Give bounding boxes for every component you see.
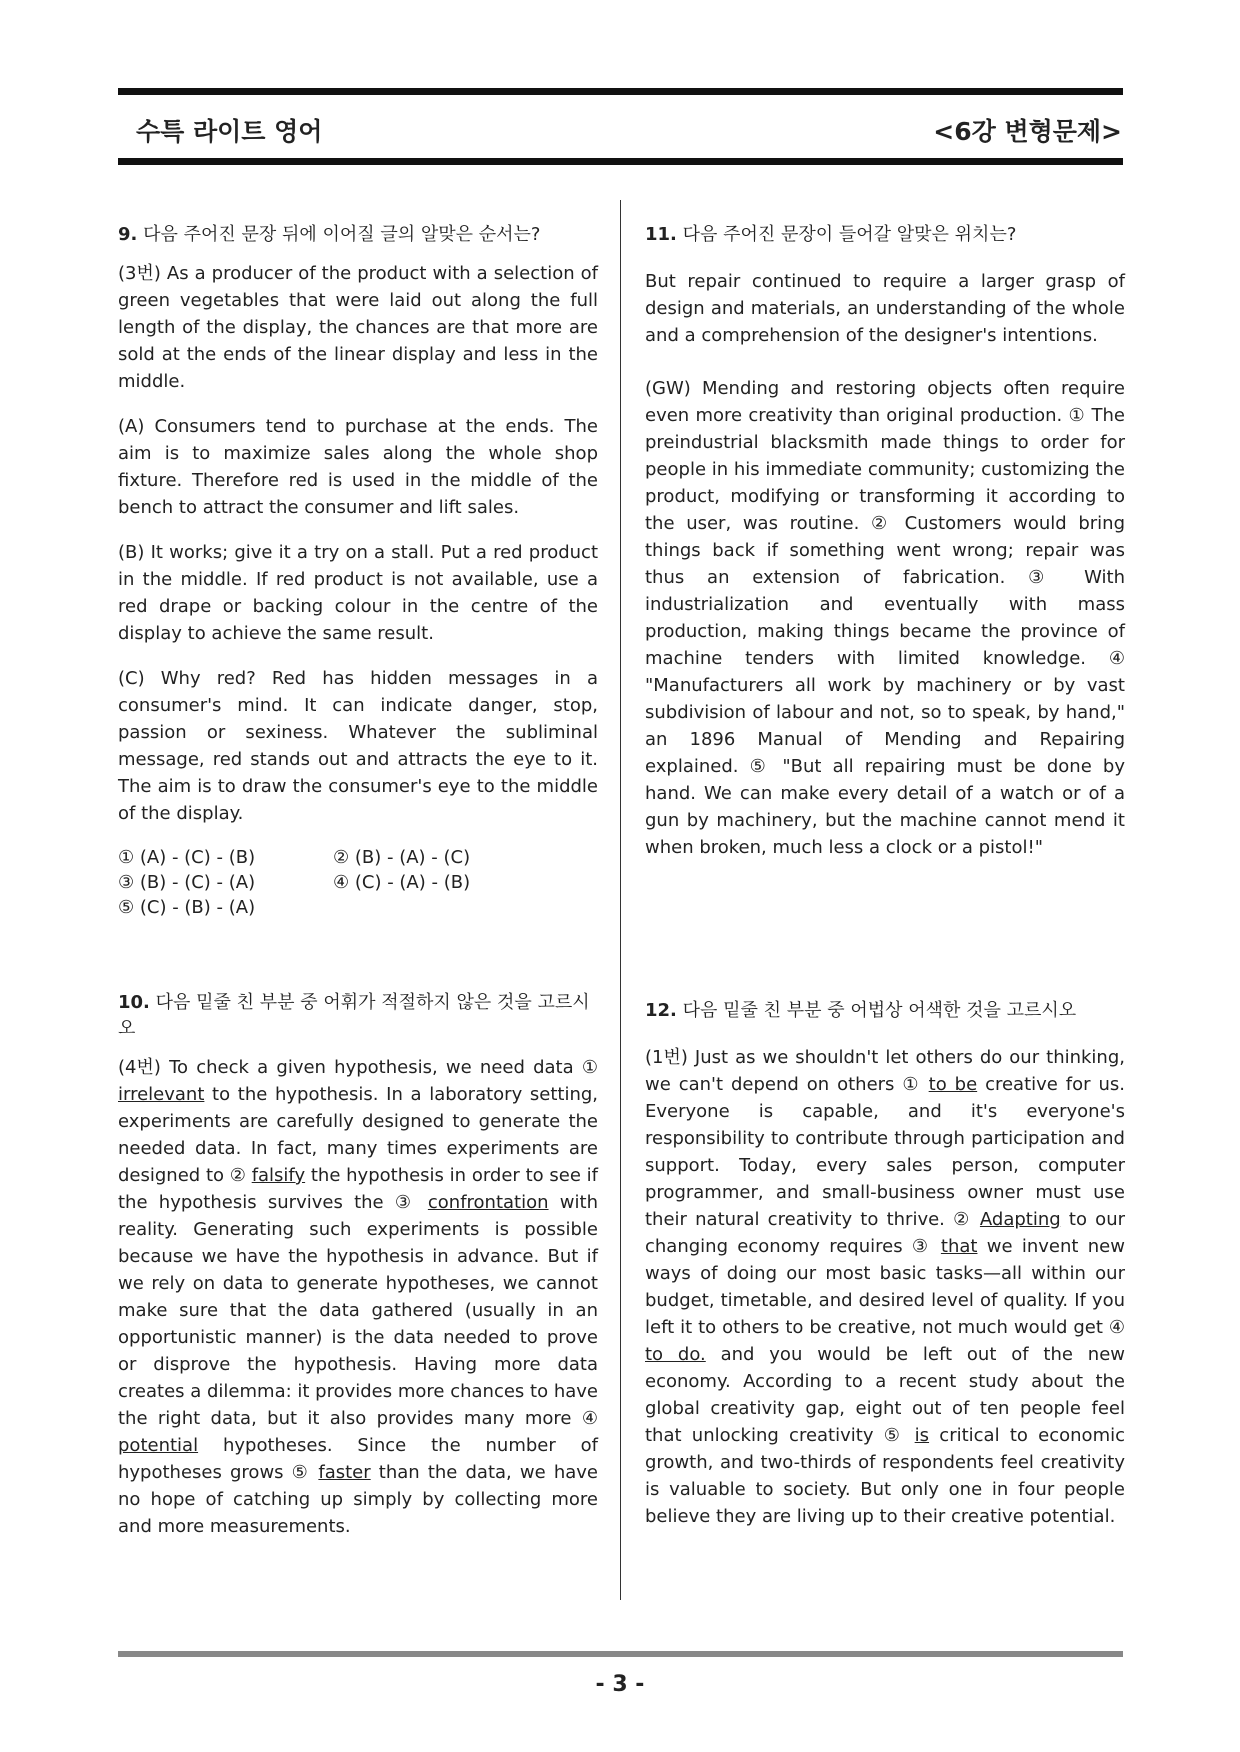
question-11-given: But repair continued to require a larger grasp of design and materials, an understanding of the whole and a comprehension of the designer's intentions.: [645, 271, 1125, 346]
choice-3: ③ (B) - (C) - (A): [118, 872, 256, 893]
choice-1: ① (A) - (C) - (B): [118, 847, 256, 868]
underlined-word: that: [940, 1236, 978, 1257]
question-9-given: (3번) As a producer of the product with a selection of green vegetables that were laid out along the full length of the display, the chances are that more are sold at the ends of the linear display and less in the middle.: [118, 263, 598, 392]
question-9-choices: [118, 845, 598, 920]
underlined-word: Adapting: [979, 1209, 1061, 1230]
underlined-word: faster: [318, 1462, 371, 1483]
footer-rule: [118, 1651, 1123, 1657]
question-9-prompt: 9. 다음 주어진 문장 뒤에 이어질 글의 알맞은 순서는?: [118, 224, 541, 245]
question-12: [645, 998, 1125, 1548]
choice-5: ⑤ (C) - (B) - (A): [118, 897, 256, 918]
question-9-paragraph-a: (A) Consumers tend to purchase at the ends. The aim is to maximize sales along the whole shop fixture. Therefore red is used in the middle of the bench to attract the consumer and lift sales.: [118, 416, 598, 518]
underlined-word: to be: [928, 1074, 978, 1095]
question-10-passage: (4번) To check a given hypothesis, we need data ① irrelevant to the hypothesis. In a laboratory setting, experiments are carefully designed to generate the needed data. In fact, many times experiments are designed to ② falsify the hypothesis in order to see if the hypothesis survives the ③ confrontation with reality. Generating such experiments is possible because we have the hypothesis in advance. But if we rely on data to generate hypotheses, we cannot make sure that the data gathered (usually in an opportunistic manner) is the data needed to prove or disprove the hypothesis. Having more data creates a dilemma: it provides more chances to have the right data, but it also provides many more ④ potential hypotheses. Since the number of hypotheses grows ⑤ faster than the data, we have no hope of catching up simply by collecting more and more measurements.: [118, 1057, 599, 1537]
column-divider: [620, 200, 621, 1600]
page-number: - 3 -: [595, 1672, 645, 1697]
underlined-word: irrelevant: [118, 1084, 205, 1105]
book-title: 수특 라이트 영어: [136, 117, 323, 146]
question-11-prompt: 11. 다음 주어진 문장이 들어갈 알맞은 위치는?: [645, 224, 1017, 245]
header-bottom-rule: [118, 158, 1123, 165]
choice-4: ④ (C) - (A) - (B): [333, 872, 471, 893]
question-12-prompt: 12. 다음 밑줄 친 부분 중 어법상 어색한 것을 고르시오: [645, 1000, 1077, 1021]
question-10-prompt: 10. 다음 밑줄 친 부분 중 어휘가 적절하지 않은 것을 고르시오: [118, 992, 590, 1039]
underlined-word: falsify: [251, 1165, 306, 1186]
header-top-rule: [118, 88, 1123, 95]
question-11-passage: (GW) Mending and restoring objects often require even more creativity than original production. ① The preindustrial blacksmith made things to order for people in his immediate community; customizing the product, modifying or transforming it according to the user, was routine. ② Customers would bring things back if something went wrong; repair was thus an extension of fabrication. ③ With industrialization and eventually with mass production, making things became the province of machine tenders with limited knowledge. ④ "Manufacturers all work by machinery or by vast subdivision of labour and not, so to speak, by hand," an 1896 Manual of Mending and Repairing explained. ⑤ "But all repairing must be done by hand. We can make every detail of a watch or of a gun by machinery, but the machine cannot mend it when broken, much less a clock or a pistol!": [645, 378, 1125, 858]
question-9: [118, 222, 598, 920]
question-12-passage: (1번) Just as we shouldn't let others do our thinking, we can't depend on others ① to be creative for us. Everyone is capable, and it's everyone's responsibility to contribute through participation and support. Today, every sales person, computer programmer, and small-business owner must use their natural creativity to thrive. ② Adapting to our changing economy requires ③ that we invent new ways of doing our most basic tasks—all within our budget, timetable, and desired level of quality. If you left it to others to be creative, not much would get ④ to do. and you would be left out of the new economy. According to a recent study about the global creativity gap, eight out of ten people feel that unlocking creativity ⑤ is critical to economic growth, and two-thirds of respondents feel creativity is valuable to society. But only one in four people believe they are living up to their creative potential.: [645, 1047, 1125, 1527]
question-9-paragraph-c: (C) Why red? Red has hidden messages in a consumer's mind. It can indicate danger, stop, passion or sexiness. Whatever the subliminal message, red stands out and attracts the eye to it. The aim is to draw the consumer's eye to the middle of the display.: [118, 668, 598, 824]
question-9-paragraph-b: (B) It works; give it a try on a stall. Put a red product in the middle. If red product is not available, use a red drape or backing colour in the centre of the display to achieve the same result.: [118, 542, 598, 644]
choice-2: ② (B) - (A) - (C): [333, 847, 471, 868]
unit-title: <6강 변형문제>: [933, 117, 1122, 146]
underlined-word: is: [914, 1425, 930, 1446]
question-11: [645, 222, 1125, 879]
underlined-word: confrontation: [427, 1192, 549, 1213]
underlined-word: potential: [118, 1435, 199, 1456]
underlined-word: to do.: [645, 1344, 706, 1365]
question-10: [118, 990, 598, 1558]
